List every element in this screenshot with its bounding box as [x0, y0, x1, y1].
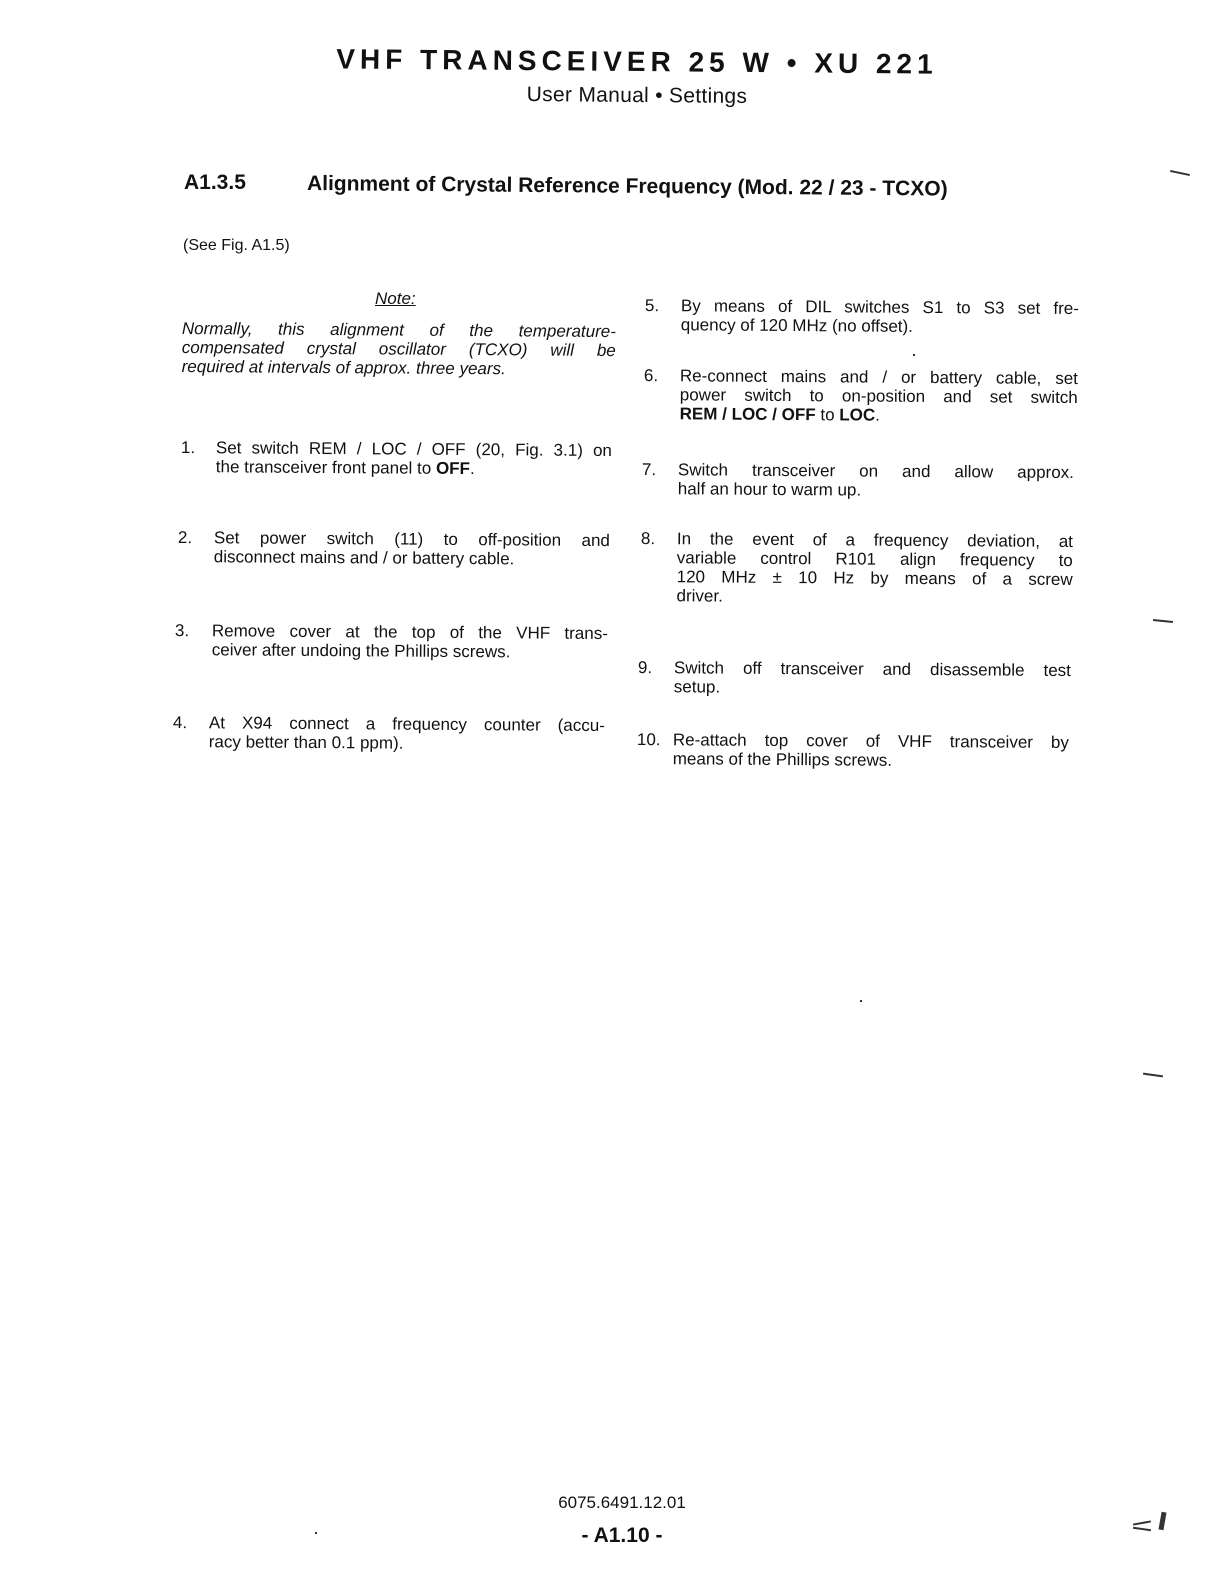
step-number: 2.: [177, 528, 193, 548]
step-text: Remove cover at the top of the VHF trans- ceiver after undoing the Phillips screws.: [211, 621, 608, 662]
scan-dot: [860, 1000, 862, 1002]
step-text: Set switch REM / LOC / OFF (20, Fig. 3.1) on the transceiver front panel to OFF.: [215, 438, 612, 479]
section-title: Alignment of Crystal Reference Frequency (Mod. 22 / 23 - TCXO): [306, 172, 948, 201]
note-heading: Note:: [375, 289, 416, 308]
note-line: required at intervals of approx. three years.: [181, 356, 506, 379]
step-number: 8.: [640, 529, 656, 549]
scan-mark: [1153, 619, 1173, 623]
step-number: 9.: [637, 658, 653, 678]
step-text: By means of DIL switches S1 to S3 set fre- quency of 120 MHz (no offset).: [680, 296, 1079, 336]
note-line: Normally, this alignment of the temperature-: [181, 319, 616, 342]
document-subtitle: User Manual • Settings: [526, 83, 748, 108]
step-text: Switch transceiver on and allow approx. half an hour to warm up.: [677, 460, 1074, 500]
figure-reference: (See Fig. A1.5): [183, 237, 290, 254]
section-number: A1.3.5: [184, 171, 246, 194]
scan-mark: [1170, 170, 1190, 176]
page-number: - A1.10 -: [581, 1524, 663, 1547]
step-number: 10.: [636, 730, 661, 750]
note-line: compensated crystal oscillator (TCXO) will be: [181, 337, 616, 361]
step-text: Switch off transceiver and disassemble test setup.: [673, 658, 1071, 697]
step-number: 3.: [174, 621, 190, 641]
step-text: Re-attach top cover of VHF transceiver by means of the Phillips screws.: [672, 730, 1069, 770]
step-number: 5.: [644, 296, 660, 316]
step-text: Set power switch (11) to off-position and disconnect mains and / or battery cable.: [213, 528, 610, 569]
step-number: 6.: [643, 366, 659, 386]
step-text: Re-connect mains and / or battery cable, set power switch to on-position and set switch REM / LOC / OFF to LOC.: [679, 366, 1078, 425]
scan-dot: [315, 1532, 317, 1534]
note-body: [182, 319, 616, 379]
scan-dot: [913, 354, 915, 356]
step-number: 4.: [172, 713, 188, 733]
scan-mark: [1143, 1073, 1163, 1078]
step-number: 1.: [180, 438, 196, 458]
step-text: In the event of a frequency deviation, at variable control R101 align frequency to 120 MHz ± 10 Hz by means of a screw driver.: [676, 529, 1073, 606]
step-text: At X94 connect a frequency counter (accu- racy better than 0.1 ppm).: [208, 713, 605, 753]
document-number: 6075.6491.12.01: [558, 1493, 686, 1512]
document-title: VHF TRANSCEIVER 25 W • XU 221: [336, 43, 938, 80]
step-number: 7.: [641, 460, 657, 480]
